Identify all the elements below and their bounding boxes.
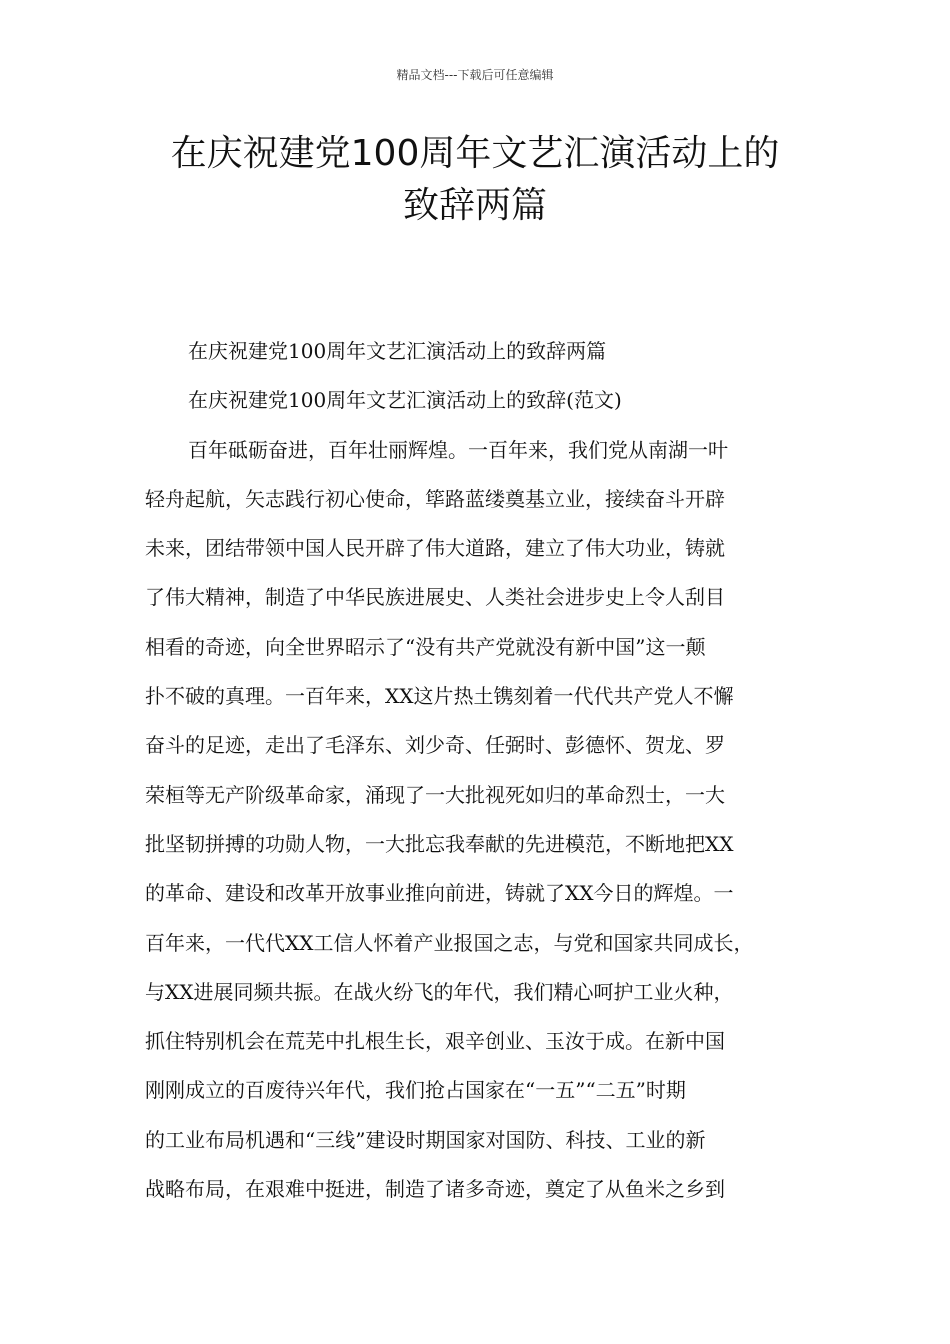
paragraph-line: 奋斗的足迹，走出了毛泽东、刘少奇、任弼时、彭德怀、贺龙、罗 [145, 733, 725, 758]
paragraph-line: 荣桓等无产阶级革命家，涌现了一大批视死如归的革命烈士，一大 [145, 782, 725, 807]
document-body [145, 327, 825, 1214]
paragraph-line: 未来，团结带领中国人民开辟了伟大道路，建立了伟大功业，铸就 [145, 536, 725, 561]
paragraph-line: 的工业布局机遇和“三线”建设时期国家对国防、科技、工业的新 [145, 1127, 706, 1152]
section-heading: 在庆祝建党100周年文艺汇演活动上的致辞(范文) [188, 388, 622, 413]
subtitle-line: 在庆祝建党100周年文艺汇演活动上的致辞两篇 [188, 339, 607, 363]
document-title [100, 128, 850, 232]
page-header-note: 精品文档---下载后可任意编辑 [396, 68, 554, 82]
paragraph-line: 与XX进展同频共振。在战火纷飞的年代，我们精心呵护工业火种， [145, 979, 734, 1004]
paragraph-line: 百年来，一代代XX工信人怀着产业报国之志，与党和国家共同成长， [145, 930, 754, 955]
paragraph-line: 轻舟起航，矢志践行初心使命，筚路蓝缕奠基立业，接续奋斗开辟 [145, 486, 725, 511]
paragraph-line: 刚刚成立的百废待兴年代，我们抢占国家在“一五”“二五”时期 [145, 1078, 686, 1103]
title-line: 在庆祝建党100周年文艺汇演活动上的 [170, 133, 780, 174]
paragraph-line: 的革命、建设和改革开放事业推向前进，铸就了XX今日的辉煌。一 [145, 881, 734, 906]
paragraph-line: 战略布局，在艰难中挺进，制造了诸多奇迹，奠定了从鱼米之乡到 [145, 1177, 725, 1202]
title-line: 致辞两篇 [402, 185, 547, 226]
paragraph-line: 相看的奇迹，向全世界昭示了“没有共产党就没有新中国”这一颠 [145, 634, 706, 659]
paragraph-line: 批坚韧拼搏的功勋人物，一大批忘我奉献的先进模范，不断地把XX [145, 831, 734, 856]
paragraph-line: 百年砥砺奋进，百年壮丽辉煌。一百年来，我们党从南湖一叶 [188, 437, 728, 462]
paragraph-line: 了伟大精神，制造了中华民族进展史、人类社会进步史上令人刮目 [145, 585, 725, 610]
paragraph-line: 抓住特别机会在荒芜中扎根生长，艰辛创业、玉汝于成。在新中国 [145, 1029, 725, 1054]
paragraph-line: 扑不破的真理。一百年来，XX这片热土镌刻着一代代共产党人不懈 [145, 684, 734, 709]
